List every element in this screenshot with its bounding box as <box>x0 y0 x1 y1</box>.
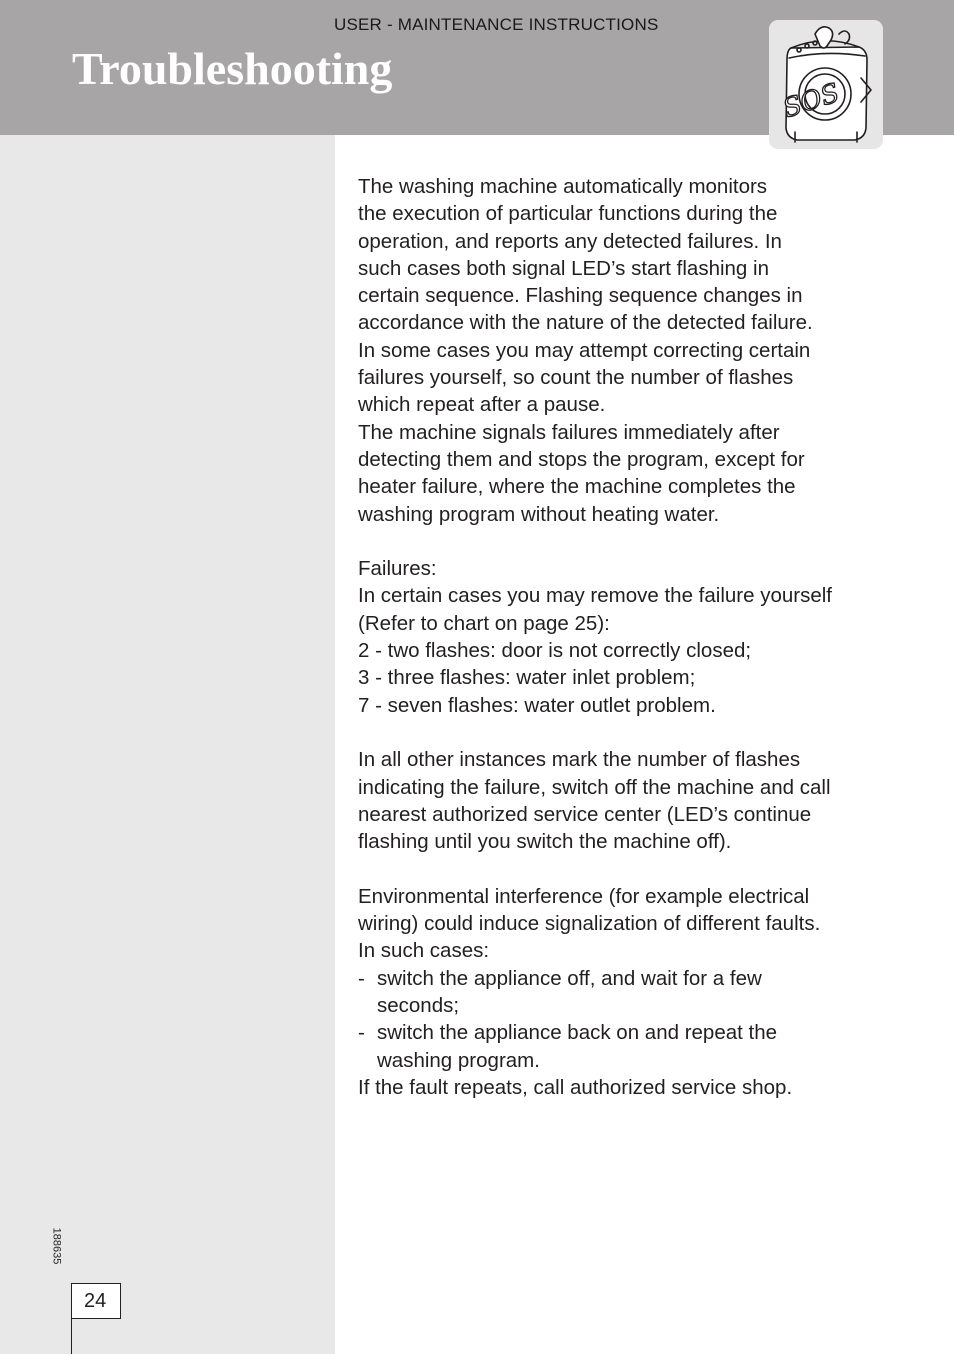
text-line: In certain cases you may remove the failure yourself <box>358 584 832 608</box>
list-item <box>358 965 898 1020</box>
text-line: In some cases you may attempt correcting certain <box>358 338 811 362</box>
document-code: 188635 <box>50 1227 63 1265</box>
text-line: In all other instances mark the number of flashes <box>358 748 801 772</box>
text-line: failures yourself, so count the number of flashes <box>358 366 794 390</box>
text-line: washing program. <box>377 1048 540 1072</box>
text-line: Environmental interference (for example electrical <box>358 884 810 908</box>
page-number-rule <box>71 1318 72 1354</box>
left-margin-panel <box>0 135 335 1354</box>
main-content <box>358 173 898 1101</box>
page-number: 24 <box>71 1283 121 1319</box>
text-line: flashing until you switch the machine off). <box>358 830 732 854</box>
text-line: In such cases: <box>358 939 490 963</box>
text-line: accordance with the nature of the detected failure. <box>358 311 813 335</box>
text-line: which repeat after a pause. <box>358 393 606 417</box>
text-line: heater failure, where the machine completes the <box>358 475 796 499</box>
text-line: The washing machine automatically monitors <box>358 175 768 198</box>
other-instances-paragraph <box>358 746 898 855</box>
text-line: washing program without heating water. <box>358 502 720 526</box>
failures-section <box>358 555 898 719</box>
text-line: certain sequence. Flashing sequence changes in <box>358 284 803 308</box>
closing-line: If the fault repeats, call authorized service shop. <box>358 1075 793 1099</box>
text-line: detecting them and stops the program, except for <box>358 447 805 471</box>
text-line: such cases both signal LED’s start flashing in <box>358 256 769 280</box>
text-line: the execution of particular functions during the <box>358 202 778 226</box>
washing-machine-sos-icon <box>769 20 883 149</box>
text-line: switch the appliance back on and repeat the <box>377 1021 778 1045</box>
failure-code-item: 7 - seven flashes: water outlet problem. <box>358 693 716 717</box>
text-line: seconds; <box>377 993 460 1017</box>
text-line: nearest authorized service center (LED’s continue <box>358 802 812 826</box>
environmental-paragraph <box>358 883 898 1101</box>
sos-text: SOS <box>779 78 844 125</box>
text-line: The machine signals failures immediately after <box>358 420 780 444</box>
text-line: indicating the failure, switch off the machine and call <box>358 775 831 799</box>
list-dash: - <box>358 1021 365 1045</box>
text-line: (Refer to chart on page 25): <box>358 611 610 635</box>
list-item <box>358 1019 898 1074</box>
text-line: switch the appliance off, and wait for a few <box>377 966 762 990</box>
section-label: USER - MAINTENANCE INSTRUCTIONS <box>334 15 659 34</box>
list-dash: - <box>358 966 365 990</box>
failures-heading: Failures: <box>358 557 437 581</box>
page-title: Troubleshooting <box>72 43 393 94</box>
intro-paragraph <box>358 173 898 528</box>
text-line: operation, and reports any detected failures. In <box>358 229 782 253</box>
failure-code-item: 3 - three flashes: water inlet problem; <box>358 666 696 690</box>
text-line: wiring) could induce signalization of different faults. <box>358 912 821 936</box>
failure-code-item: 2 - two flashes: door is not correctly closed; <box>358 639 752 663</box>
